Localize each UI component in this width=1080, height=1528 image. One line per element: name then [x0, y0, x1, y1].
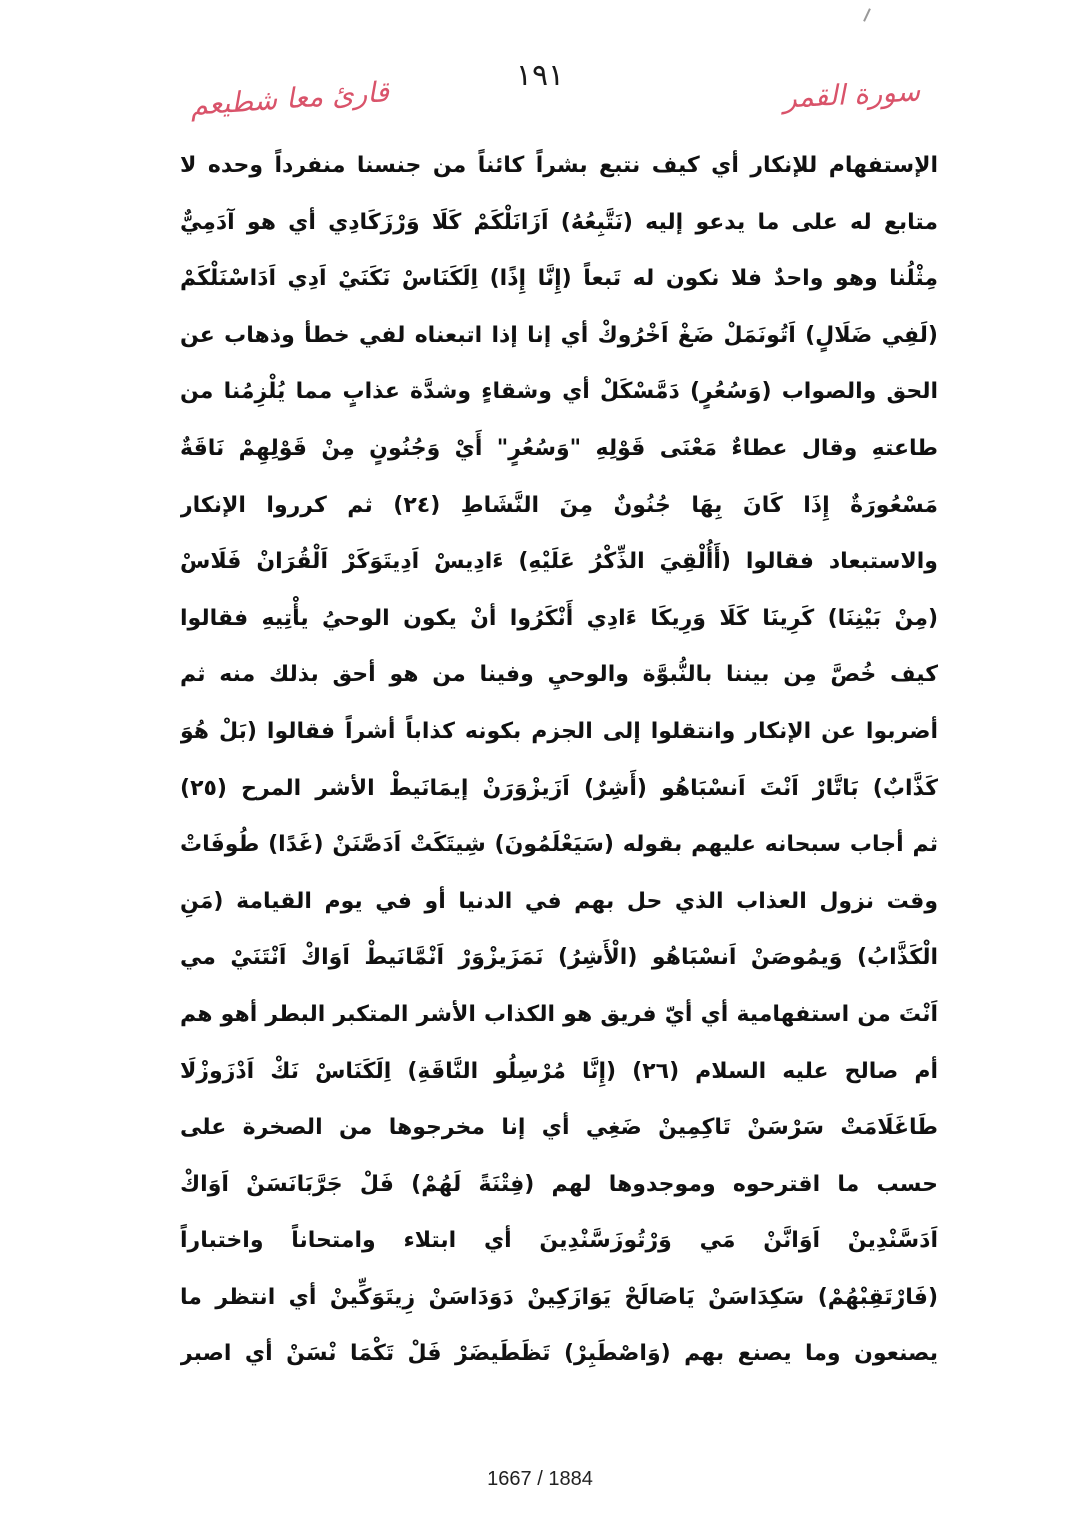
- text-line: كيف خُصَّ مِن بيننا بالنُّبوَّة والوحيِ وفينا من هو أحق بذلك منه ثم: [180, 662, 938, 688]
- text-line: (فَارْتَقِبْهُمْ) سَكِدَاسَنْ يَاصَالَحْ يَوَازَكِينْ دَوَدَاسَنْ زِيتَوَكِّينْ أي انتظر ما: [180, 1284, 938, 1310]
- text-line: (مِنْ بَيْنِنَا) كَرِينَا كَلَا وَرِيكَا ءَادِي أَنْكَرُوا أنْ يكون الوحيُ يأْتِيهِ فقالوا: [180, 605, 938, 631]
- text-line: كَذَّابٌ) بَاتَّارْ اَنْتَ اَنسْبَاهُو (أَشِرٌ) اَزَيزْوَرَنْ إيمَانَيطْ الأشر المرح (٢٥): [180, 775, 938, 801]
- text-line: الْكَذَّابُ) وَيمُوصَنْ اَنسْبَاهُو (الْأَشِرُ) نَمَزَيزْوَرْ اَنْمَّانَيطْ اَوَاكْ اَنْتَنَيْ مي: [180, 945, 938, 971]
- text-line: اَدَسَّنْدِينْ اَوَانَّنْ مَي وَرْتُوزَسَّنْدِينَ أي ابتلاء وامتحاناً واختباراً: [180, 1228, 938, 1254]
- handwritten-reader-note: قارئ معا شطيعم: [189, 75, 391, 122]
- text-line: مِثْلُنا وهو واحدٌ فلا نكون له تَبعاً (إِنَّا إِذًا) اِلَكَنَاسْ نَكَنَيْ اَدِي اَدَاسْنَلْكَمْ: [180, 266, 938, 292]
- text-line: مَسْعُورَةٌ إِذَا كَانَ بِهَا جُنُونٌ مِنَ النَّشَاطِ (٢٤) ثم كرروا الإنكار: [180, 492, 938, 518]
- text-line: متابع له على ما يدعو إليه (نَتَّبِعُهُ) اَزَانَلْكَمْ كَلَا وَرْزَكَادِي أي هو آدَمِيٌّ: [180, 209, 938, 235]
- text-line: والاستبعاد فقالوا (أَأُلْقِيَ الذِّكْرُ عَلَيْهِ) ءَادِيسْ اَدِيتَوَكَرْ اَلْقُرَانْ فَلَاسْ: [180, 549, 938, 575]
- text-line: طَاغَلَامَتْ سَرْسَنْ تَاكِمِينْ ضَغِي أي إنا مخرجوها من الصخرة على: [180, 1115, 938, 1141]
- scan-mark: [863, 8, 871, 22]
- text-line: الإستفهام للإنكار أي كيف نتبع بشراً كائناً من جنسنا منفرداً وحده لا: [180, 153, 938, 178]
- text-line: اَنْتَ من استفهامية أي أيّ فريق هو الكذاب الأشر المتكبر البطر أهو هم: [180, 1001, 938, 1027]
- text-line: طاعتهِ وقال عطاءٌ مَعْنَى قَوْلِهِ "وَسُعُرٍ" أَيْ وَجُنُونٍ مِنْ قَوْلِهِمْ نَاقَةٌ: [180, 435, 938, 461]
- page-counter: 1667 / 1884: [487, 1468, 593, 1490]
- text-line: الحق والصواب (وَسُعُرٍ) دَمَّسْكَلْ أي وشقاءٍ وشدَّة عذابٍ مما يُلْزِمُنا من: [180, 379, 938, 405]
- text-line: وقت نزول العذاب الذي حل بهم في الدنيا أو في يوم القيامة (مَنِ: [180, 888, 938, 914]
- text-line: أم صالح عليه السلام (٢٦) (إِنَّا مُرْسِلُو النَّاقَةِ) اِلَكَنَاسْ نَكْ اَدْزَوزْلَا: [180, 1058, 938, 1084]
- text-line: أضربوا عن الإنكار وانتقلوا إلى الجزم بكونه كذاباً أشراً فقالوا (بَلْ هُوَ: [180, 718, 938, 744]
- text-line: حسب ما اقترحوه وموجدوها لهم (فِتْنَةً لَهُمْ) فَلْ جَرَّبَانَسَنْ اَوَاكْ: [180, 1171, 938, 1197]
- handwritten-surah-note: سورة القمر: [782, 74, 921, 115]
- text-line: ثم أجاب سبحانه عليهم بقوله (سَيَعْلَمُونَ) شِيتَكَتْ اَدَصَّنَنْ (غَدًا) طُوفَاتْ: [180, 832, 938, 858]
- tafsir-text-block: [180, 138, 938, 1383]
- page-number: ١٩١: [515, 58, 565, 93]
- text-line: يصنعون وما يصنع بهم (وَاصْطَبِرْ) تَظَطَيضَرْ فَلْ تَكْمَا نْسَنْ أي اصبر: [180, 1341, 938, 1367]
- text-line: (لَفِي ضَلَالٍ) اَتُونَمَلْ ضَغْ اَخْرُوكْ أي إنا إذا اتبعناه لفي خطأ وذهاب عن: [180, 322, 938, 348]
